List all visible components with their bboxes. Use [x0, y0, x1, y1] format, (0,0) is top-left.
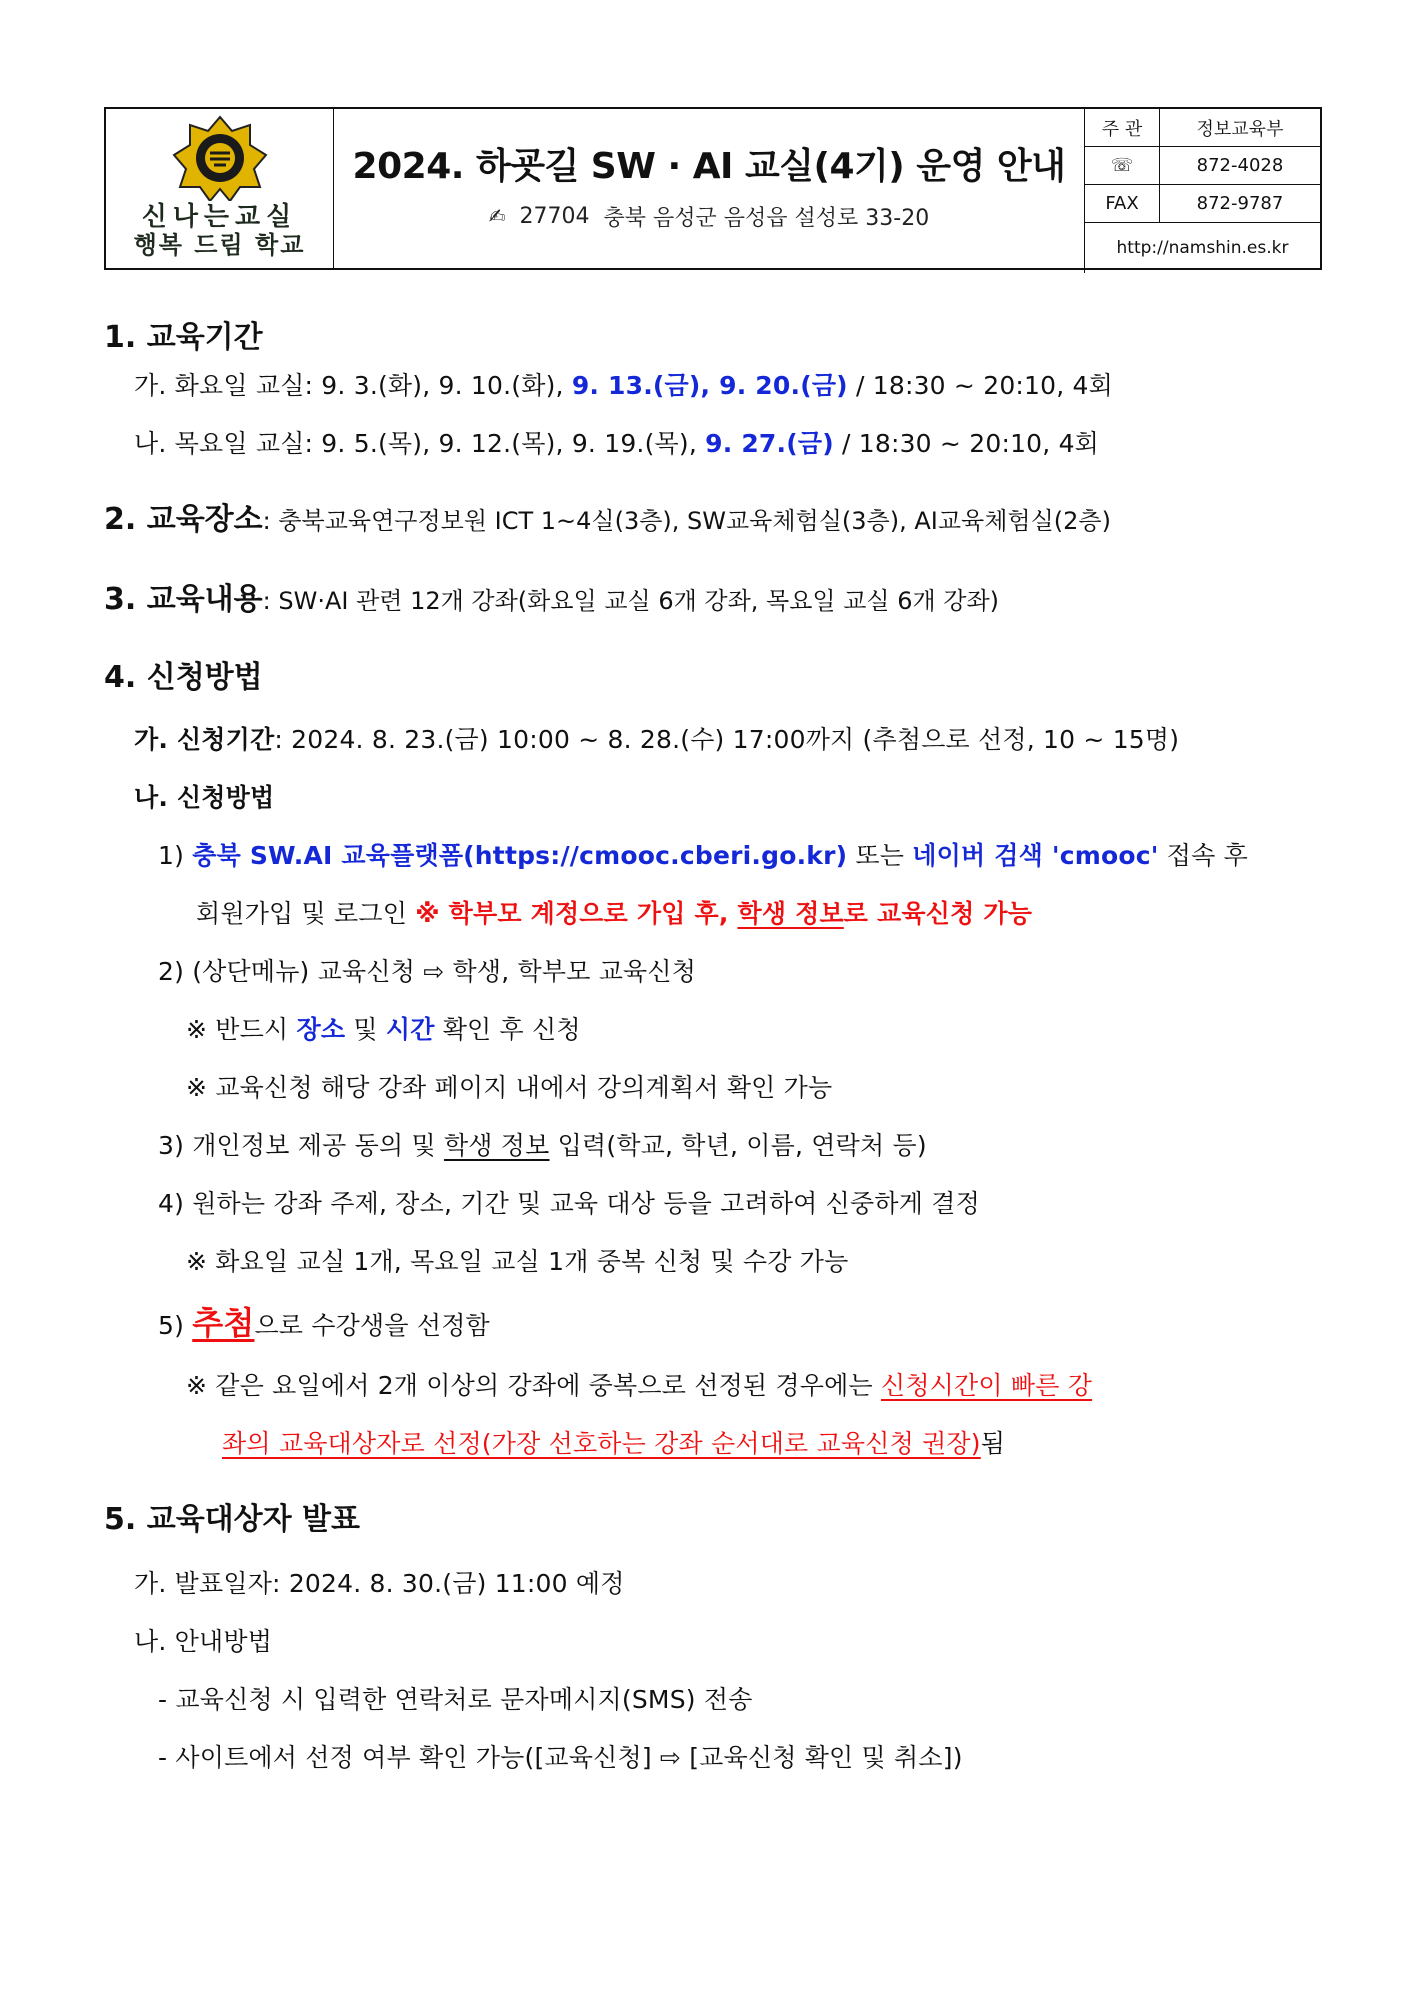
section-1-title: 1. 교육기간 [104, 320, 263, 355]
notice-method-label: 나. 안내방법 [134, 1627, 273, 1656]
step-3-suffix: 입력(학교, 학년, 이름, 연락처 등) [549, 1131, 927, 1160]
phone-value: 872-4028 [1160, 147, 1321, 185]
note-and: 및 [345, 1015, 386, 1044]
fax-label: FAX [1085, 185, 1160, 223]
note-end: 됨 [980, 1429, 1006, 1458]
application-period-text: : 2024. 8. 23.(금) 10:00 ~ 8. 28.(수) 17:00까지 (추첨으로 선정, 10 ~ 15명) [274, 725, 1180, 754]
step-1-line [158, 836, 1248, 872]
application-period-line [134, 720, 1179, 756]
notice-method-site: - 사이트에서 선정 여부 확인 가능([교육신청] ⇨ [교육신청 확인 및 취소]) [158, 1743, 963, 1772]
phone-icon: ☏ [1085, 147, 1160, 185]
step-5-note-line2 [222, 1424, 1005, 1460]
tuesday-time: / 18:30 ~ 20:10, 4회 [847, 371, 1114, 400]
title-cell [334, 109, 1084, 268]
note-suffix: 확인 후 신청 [434, 1015, 581, 1044]
dept-value: 정보교육부 [1160, 109, 1321, 147]
thursday-class-line [134, 424, 1099, 460]
section-2-text: : 충북교육연구정보원 ICT 1~4실(3층), SW교육체험실(3층), AI교육체험실(2층) [262, 507, 1111, 535]
signup-login-text: 회원가입 및 로그인 [196, 899, 416, 928]
dept-label: 주 관 [1085, 109, 1160, 147]
preference-order-note: 좌의 교육대상자로 선정(가장 선호하는 강좌 순서대로 교육신청 권장) [222, 1429, 981, 1458]
table-row [1085, 109, 1321, 147]
step-5-line [158, 1298, 490, 1344]
tuesday-dates: 가. 화요일 교실: 9. 3.(화), 9. 10.(화), [134, 371, 572, 400]
step-3-line [158, 1126, 927, 1162]
section-2-title: 2. 교육장소 [104, 502, 263, 537]
thursday-time: / 18:30 ~ 20:10, 4회 [833, 429, 1100, 458]
note-prefix: ※ 반드시 [186, 1015, 297, 1044]
early-application-note: 신청시간이 빠른 강 [880, 1371, 1093, 1400]
section-3-line [104, 574, 999, 618]
section-5-title: 5. 교육대상자 발표 [104, 1502, 361, 1537]
document-header [104, 107, 1322, 270]
tuesday-friday-dates: 9. 13.(금), 9. 20.(금) [571, 371, 848, 400]
logo-text-line2: 행복 드림 학교 [133, 231, 306, 259]
tuesday-class-line [134, 366, 1113, 402]
naver-search-hint: 네이버 검색 'cmooc' [912, 841, 1159, 870]
school-logo [106, 109, 334, 268]
contact-table [1084, 109, 1320, 273]
step-5-text: 으로 수강생을 선정함 [254, 1311, 490, 1340]
step-1-line2 [196, 894, 1032, 930]
application-period-label: 가. 신청기간 [134, 725, 275, 754]
step-4-note: ※ 화요일 교실 1개, 목요일 교실 1개 중복 신청 및 수강 가능 [186, 1247, 849, 1276]
school-address [489, 201, 929, 232]
step-2-line: 2) (상단메뉴) 교육신청 ⇨ 학생, 학부모 교육신청 [158, 957, 697, 986]
time-emphasis: 시간 [385, 1015, 435, 1044]
section-2-line [104, 494, 1111, 538]
logo-text-line1: 신나는교실 [141, 202, 298, 232]
place-emphasis: 장소 [296, 1015, 346, 1044]
table-row [1085, 147, 1321, 185]
duplicate-note-text: ※ 같은 요일에서 2개 이상의 강좌에 중복으로 선정된 경우에는 [186, 1371, 881, 1400]
step-5-note-line1 [186, 1366, 1092, 1402]
table-row [1085, 185, 1321, 223]
parent-account-note: ※ 학부모 계정으로 가입 후, [415, 899, 738, 928]
student-info-emphasis: 학생 정보 [737, 899, 844, 928]
writing-hand-icon: ✍ [488, 204, 506, 228]
section-3-title: 3. 교육내용 [104, 582, 263, 617]
student-info-underline: 학생 정보 [443, 1131, 550, 1160]
table-row [1085, 223, 1321, 274]
section-3-text: : SW·AI 관련 12개 강좌(화요일 교실 6개 강좌, 목요일 교실 6개 강좌) [262, 587, 1000, 615]
step-4-line: 4) 원하는 강좌 주제, 장소, 기간 및 교육 대상 등을 고려하여 신중하게 결정 [158, 1189, 980, 1218]
step-1-or: 또는 [847, 841, 913, 870]
lottery-emphasis: 추첨 [192, 1304, 255, 1342]
step-2-note-1 [186, 1010, 581, 1046]
document-title: 2024. 하굣길 SW · AI 교실(4기) 운영 안내 [352, 145, 1066, 187]
platform-link[interactable]: 충북 SW.AI 교육플랫폼(https://cmooc.cberi.go.kr) [192, 841, 848, 870]
thursday-dates: 나. 목요일 교실: 9. 5.(목), 9. 12.(목), 9. 19.(목), [134, 429, 706, 458]
step-5-number: 5) [158, 1311, 193, 1340]
step-1-end: 접속 후 [1158, 841, 1248, 870]
step-3-prefix: 3) 개인정보 제공 동의 및 [158, 1131, 444, 1160]
postal-code: 27704 [519, 203, 590, 229]
section-4-title: 4. 신청방법 [104, 660, 263, 695]
application-method-label: 나. 신청방법 [134, 783, 275, 812]
school-emblem-icon [170, 115, 270, 201]
fax-value: 872-9787 [1160, 185, 1321, 223]
thursday-friday-date: 9. 27.(금) [705, 429, 834, 458]
address-text: 충북 음성군 음성읍 설성로 33-20 [603, 205, 930, 231]
step-2-note-2: ※ 교육신청 해당 강좌 페이지 내에서 강의계획서 확인 가능 [186, 1073, 833, 1102]
announcement-date: 가. 발표일자: 2024. 8. 30.(금) 11:00 예정 [134, 1569, 625, 1598]
step-1-number: 1) [158, 841, 185, 870]
website-link[interactable]: http://namshin.es.kr [1116, 238, 1289, 258]
apply-possible-note: 로 교육신청 가능 [843, 899, 1033, 928]
notice-method-sms: - 교육신청 시 입력한 연락처로 문자메시지(SMS) 전송 [158, 1685, 753, 1714]
